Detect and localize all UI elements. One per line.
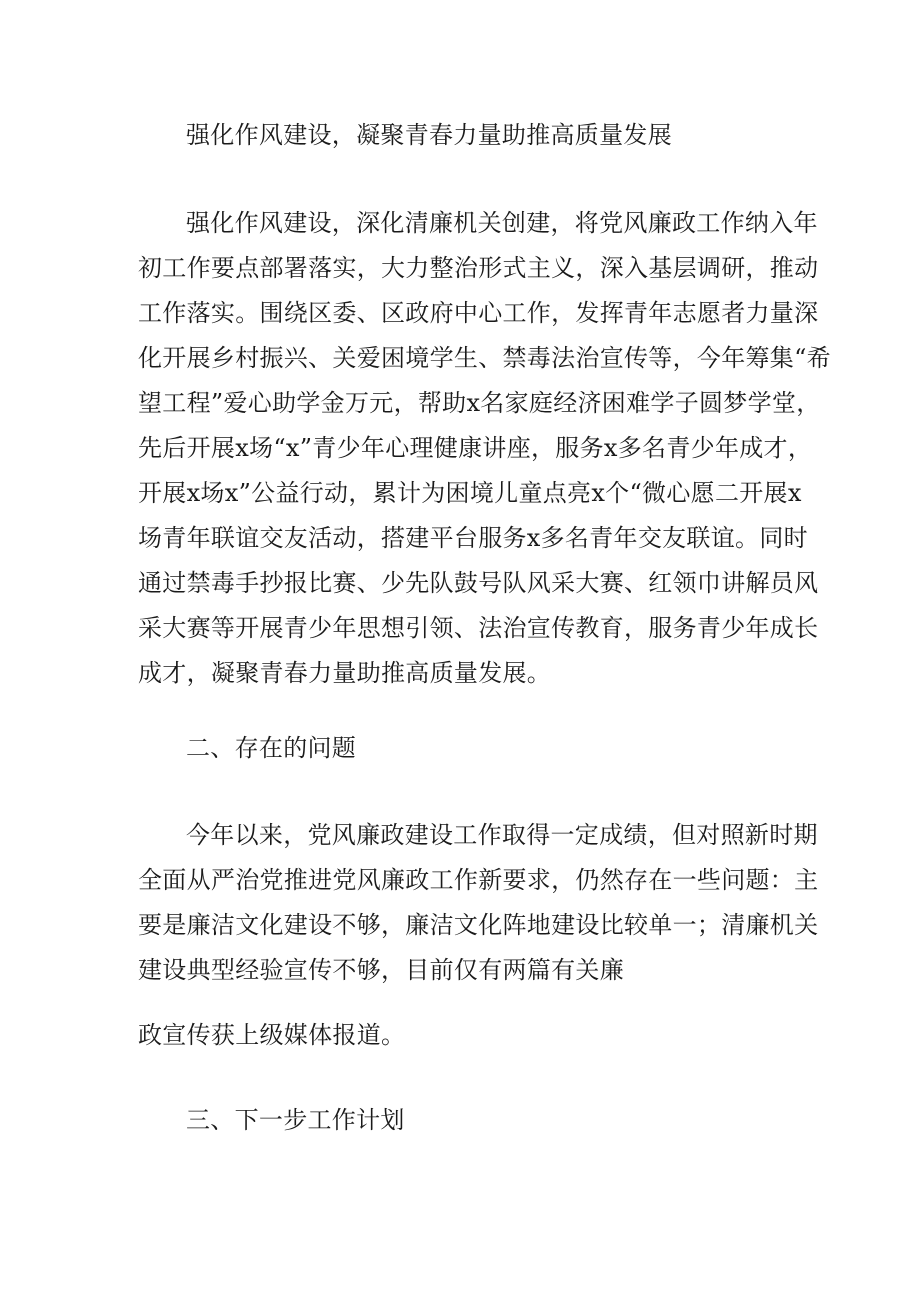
subheading: 强化作风建设，凝聚青春力量助推高质量发展 <box>186 121 672 149</box>
paragraph-line: 先后开展x场“x”青少年心理健康讲座，服务x多名青少年成才， <box>138 434 813 462</box>
paragraph-line: 通过禁毒手抄报比赛、少先队鼓号队风采大赛、红领巾讲解员风 <box>138 569 819 597</box>
paragraph-line: 开展x场x”公益行动，累计为困境儿童点亮x个“微心愿二开展x <box>138 479 802 507</box>
paragraph-line: 成才，凝聚青春力量助推高质量发展。 <box>138 659 552 687</box>
paragraph-line: 采大赛等开展青少年思想引领、法治宣传教育，服务青少年成长 <box>138 614 819 642</box>
paragraph-line: 强化作风建设，深化清廉机关创建，将党风廉政工作纳入年 <box>186 209 818 237</box>
section-heading-3: 三、下一步工作计划 <box>186 1106 405 1134</box>
paragraph-line: 化开展乡村振兴、关爱困境学生、禁毒法治宣传等，今年筹集“希 <box>138 344 831 372</box>
paragraph-line: 全面从严治党推进党风廉政工作新要求，仍然存在一些问题：主 <box>138 866 819 894</box>
paragraph-line: 场青年联谊交友活动，搭建平台服务x多名青年交友联谊。同时 <box>138 524 808 552</box>
section-heading-2: 二、存在的问题 <box>186 734 357 762</box>
paragraph-line: 望工程”爱心助学金万元，帮助x名家庭经济困难学子圆梦学堂， <box>138 389 821 417</box>
paragraph-line: 建设典型经验宣传不够，目前仅有两篇有关廉 <box>138 956 624 984</box>
paragraph-line: 要是廉洁文化建设不够，廉洁文化阵地建设比较单一；清廉机关 <box>138 911 819 939</box>
paragraph-line: 今年以来，党风廉政建设工作取得一定成绩，但对照新时期 <box>186 821 818 849</box>
paragraph-line: 工作落实。围绕区委、区政府中心工作，发挥青年志愿者力量深 <box>138 299 819 327</box>
paragraph-line: 初工作要点部署落实，大力整治形式主义，深入基层调研，推动 <box>138 254 819 282</box>
paragraph-3: 政宣传获上级媒体报道。 <box>138 1021 406 1049</box>
